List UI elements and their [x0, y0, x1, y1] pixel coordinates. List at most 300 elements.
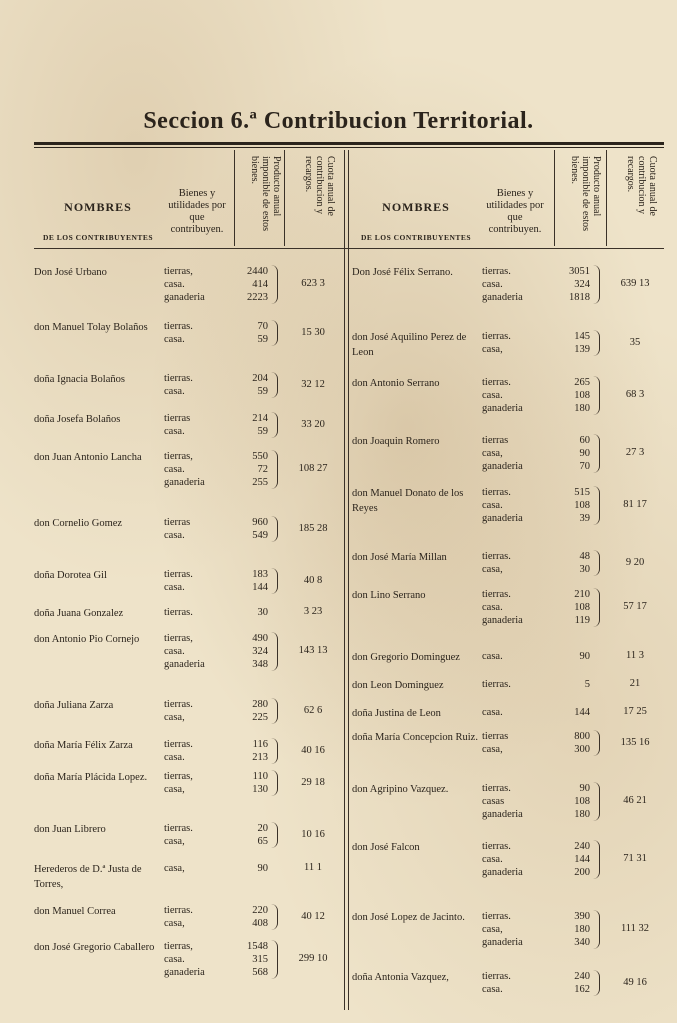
property-type: tierras, [164, 451, 193, 462]
property-type: casa. [164, 386, 185, 397]
property-item [162, 450, 282, 463]
annual-quota: 21 [629, 678, 641, 689]
annual-product: 72 [257, 464, 268, 475]
property-item [480, 588, 604, 601]
grouping-brace [593, 970, 600, 996]
property-type: ganaderia [482, 461, 523, 472]
property-type: casa, [482, 448, 503, 459]
taxpayer-name: don Antonio Pio Cornejo [34, 634, 140, 645]
annual-quota: 11 1 [304, 862, 322, 873]
taxpayer-name: doña Justina de Leon [352, 708, 441, 719]
column-divider [344, 150, 345, 1010]
annual-product: 90 [579, 651, 590, 662]
property-item [480, 983, 604, 996]
bienes-header: Bienes y utilidades por que contribuyen. [486, 188, 544, 235]
property-type: tierras [482, 435, 509, 446]
property-items [162, 862, 282, 875]
annual-product: 59 [257, 334, 268, 345]
property-type: casa. [164, 582, 185, 593]
annual-product: 144 [574, 854, 590, 865]
annual-product: 139 [574, 344, 590, 355]
property-type: casa. [164, 530, 185, 541]
property-type: ganaderia [164, 477, 205, 488]
property-item [162, 581, 282, 594]
grouping-brace [271, 372, 278, 398]
property-type: ganaderia [482, 292, 523, 303]
property-type: tierras. [164, 373, 193, 384]
property-type: tierras. [482, 331, 511, 342]
property-item [162, 658, 282, 671]
property-type: casa. [482, 500, 503, 511]
grouping-brace [593, 265, 600, 304]
property-item [162, 632, 282, 645]
property-items [162, 632, 282, 671]
header-divider [234, 150, 235, 246]
property-type: casa. [482, 707, 503, 718]
annual-product: 390 [574, 911, 590, 922]
annual-product: 240 [574, 971, 590, 982]
grouping-brace [593, 486, 600, 525]
annual-quota: 111 32 [620, 923, 650, 934]
property-type: ganaderia [482, 513, 523, 524]
grouping-brace [271, 568, 278, 594]
annual-product: 515 [574, 487, 590, 498]
bienes-header: Bienes y utilidades por que contribuyen. [168, 188, 226, 235]
annual-product: 265 [574, 377, 590, 388]
property-type: tierras, [164, 266, 193, 277]
annual-product: 1818 [569, 292, 590, 303]
annual-product: 180 [574, 403, 590, 414]
property-item [480, 376, 604, 389]
property-item [162, 862, 282, 875]
taxpayer-name: don Lino Serrano [352, 590, 426, 601]
property-type: tierras. [482, 679, 511, 690]
property-type: casas [482, 796, 505, 807]
annual-quota: 40 12 [301, 910, 325, 922]
property-type: casa. [482, 390, 503, 401]
property-items [480, 910, 604, 949]
property-item [480, 853, 604, 866]
annual-product: 108 [574, 602, 590, 613]
property-type: ganaderia [164, 292, 205, 303]
taxpayer-name: Don José Urbano [34, 267, 107, 278]
property-item [480, 795, 604, 808]
left-column [34, 150, 342, 1010]
property-item [162, 698, 282, 711]
grouping-brace [271, 738, 278, 764]
property-items [480, 650, 604, 663]
grouping-brace [271, 904, 278, 930]
property-type: ganaderia [482, 403, 523, 414]
property-item [480, 706, 604, 719]
taxpayer-name: don Juan Antonio Lancha [34, 452, 142, 463]
annual-product: 60 [579, 435, 590, 446]
annual-product: 225 [252, 712, 268, 723]
property-type: casa. [482, 651, 503, 662]
property-type: casa, [164, 863, 185, 874]
column-header [34, 150, 342, 246]
grouping-brace [271, 770, 278, 796]
annual-product: 130 [252, 784, 268, 795]
annual-product: 65 [257, 836, 268, 847]
property-type: tierras. [482, 971, 511, 982]
property-item [162, 966, 282, 979]
property-items [480, 840, 604, 879]
annual-quota: 71 31 [623, 853, 647, 864]
property-type: casa. [164, 954, 185, 965]
annual-product: 90 [579, 448, 590, 459]
property-item [162, 917, 282, 930]
annual-product: 39 [579, 513, 590, 524]
property-item [162, 783, 282, 796]
annual-quota: 639 13 [620, 278, 650, 289]
property-type: tierras. [482, 783, 511, 794]
property-item [162, 278, 282, 291]
taxpayer-name: don Agripino Vazquez. [352, 784, 449, 795]
property-items [480, 434, 604, 473]
property-item [480, 840, 604, 853]
property-type: casa, [164, 836, 185, 847]
taxpayer-name: doña Antonia Vazquez, [352, 972, 449, 983]
annual-quota: 29 18 [301, 776, 325, 788]
grouping-brace [593, 330, 600, 356]
column-divider [348, 150, 349, 1010]
grouping-brace [593, 730, 600, 756]
property-type: ganaderia [482, 867, 523, 878]
annual-product: 255 [252, 477, 268, 488]
property-item [480, 923, 604, 936]
grouping-brace [271, 632, 278, 671]
property-items [480, 970, 604, 996]
property-item [480, 402, 604, 415]
annual-product: 960 [252, 517, 268, 528]
property-type: tierras. [164, 607, 193, 618]
property-item [162, 738, 282, 751]
taxpayer-name: Herederos de D.ª Justa de Torres, [34, 864, 142, 890]
annual-quota: 49 16 [623, 976, 647, 988]
property-item [162, 476, 282, 489]
property-type: ganaderia [482, 809, 523, 820]
annual-product: 116 [252, 739, 268, 750]
annual-product: 568 [252, 967, 268, 978]
property-type: casa, [482, 344, 503, 355]
taxpayer-name: doña Juliana Zarza [34, 700, 114, 711]
property-item [480, 486, 604, 499]
property-items [480, 486, 604, 525]
property-type: tierras. [164, 739, 193, 750]
annual-product: 119 [574, 615, 590, 626]
grouping-brace [271, 516, 278, 542]
property-item [162, 770, 282, 783]
annual-product: 3051 [569, 266, 590, 277]
property-type: tierras, [164, 633, 193, 644]
property-item [162, 320, 282, 333]
property-item [480, 330, 604, 343]
property-type: casa. [164, 752, 185, 763]
grouping-brace [593, 550, 600, 576]
grouping-brace [271, 698, 278, 724]
annual-product: 490 [252, 633, 268, 644]
grouping-brace [593, 376, 600, 415]
property-items [162, 516, 282, 542]
property-item [480, 291, 604, 304]
property-item [480, 512, 604, 525]
annual-product: 408 [252, 918, 268, 929]
annual-product: 20 [257, 823, 268, 834]
annual-product: 414 [252, 279, 268, 290]
annual-product: 59 [257, 426, 268, 437]
column-header [352, 150, 664, 246]
property-item [162, 425, 282, 438]
annual-product: 145 [574, 331, 590, 342]
annual-quota: 40 8 [303, 574, 323, 586]
taxpayer-name: don Cornelio Gomez [34, 518, 123, 529]
annual-quota: 3 23 [303, 606, 323, 617]
property-items [162, 568, 282, 594]
property-item [480, 550, 604, 563]
property-item [480, 265, 604, 278]
property-items [162, 320, 282, 346]
annual-product: 549 [252, 530, 268, 541]
property-type: casa. [482, 984, 503, 995]
annual-quota: 15 30 [301, 326, 325, 338]
taxpayer-name: doña Dorotea Gil [34, 570, 107, 581]
annual-product: 300 [574, 744, 590, 755]
property-item [162, 412, 282, 425]
annual-product: 348 [252, 659, 268, 670]
taxpayer-name: don Manuel Correa [34, 906, 116, 917]
taxpayer-name: Don José Félix Serrano. [352, 267, 453, 278]
header-divider [284, 150, 285, 246]
property-item [162, 940, 282, 953]
grouping-brace [593, 782, 600, 821]
annual-product: 2440 [247, 266, 268, 277]
annual-product: 315 [252, 954, 268, 965]
property-item [162, 822, 282, 835]
property-type: casa. [482, 279, 503, 290]
annual-quota: 10 16 [301, 828, 325, 840]
grouping-brace [271, 412, 278, 438]
annual-product: 2223 [247, 292, 268, 303]
annual-product: 144 [252, 582, 268, 593]
property-item [480, 601, 604, 614]
property-type: tierras [482, 731, 509, 742]
property-items [162, 698, 282, 724]
annual-product: 324 [252, 646, 268, 657]
taxpayer-name: don José Lopez de Jacinto. [352, 912, 465, 923]
property-items [480, 265, 604, 304]
property-item [162, 463, 282, 476]
property-items [480, 376, 604, 415]
taxpayer-name: don Juan Librero [34, 824, 106, 835]
annual-product: 162 [574, 984, 590, 995]
property-items [162, 372, 282, 398]
annual-quota: 68 3 [625, 389, 645, 400]
annual-product: 204 [252, 373, 268, 384]
property-item [162, 333, 282, 346]
names-header [34, 200, 162, 242]
taxpayer-name: doña Ignacia Bolaños [34, 374, 125, 385]
property-item [480, 910, 604, 923]
grouping-brace [593, 588, 600, 627]
property-type: casa. [164, 279, 185, 290]
property-item [480, 278, 604, 291]
taxpayer-name: don Joaquin Romero [352, 436, 440, 447]
taxpayer-name: don José Gregorio Caballero [34, 942, 155, 953]
annual-product: 180 [574, 809, 590, 820]
property-type: tierras. [164, 905, 193, 916]
property-item [480, 730, 604, 743]
annual-quota: 32 12 [301, 378, 325, 390]
property-item [480, 389, 604, 402]
nombres-label: NOMBRES [64, 200, 132, 214]
annual-product: 108 [574, 500, 590, 511]
property-item [480, 650, 604, 663]
taxpayer-name: don Manuel Donato de los Reyes [352, 488, 464, 514]
property-item [480, 563, 604, 576]
property-item [162, 835, 282, 848]
annual-quota: 81 17 [623, 499, 647, 510]
property-type: tierras [164, 517, 191, 528]
right-column [352, 150, 664, 1010]
property-items [162, 412, 282, 438]
property-item [480, 808, 604, 821]
property-type: casa. [482, 854, 503, 865]
property-item [162, 953, 282, 966]
annual-product: 240 [574, 841, 590, 852]
property-items [162, 770, 282, 796]
property-items [480, 678, 604, 691]
annual-quota: 57 17 [623, 601, 647, 612]
property-type: tierras. [482, 377, 511, 388]
annual-product: 90 [579, 783, 590, 794]
taxpayer-name: doña María Plácida Lopez. [34, 772, 148, 783]
property-items [162, 822, 282, 848]
property-item [162, 372, 282, 385]
property-item [480, 343, 604, 356]
producto-header: Producto anual imponible de estos bienes. [569, 156, 602, 231]
annual-quota: 40 16 [301, 744, 325, 756]
names-header [352, 200, 480, 242]
property-type: ganaderia [482, 937, 523, 948]
producto-header: Producto anual imponible de estos bienes. [249, 156, 282, 231]
annual-quota: 9 20 [625, 556, 645, 568]
annual-quota: 11 3 [626, 650, 644, 661]
property-item [480, 460, 604, 473]
annual-quota: 35 [629, 336, 641, 348]
property-items [162, 606, 282, 619]
annual-quota: 135 16 [620, 736, 650, 748]
property-item [162, 751, 282, 764]
property-type: tierras. [482, 487, 511, 498]
property-items [480, 588, 604, 627]
annual-product: 90 [257, 863, 268, 874]
property-item [480, 743, 604, 756]
grouping-brace [271, 940, 278, 979]
annual-quota: 143 13 [298, 645, 328, 656]
property-type: casa, [482, 744, 503, 755]
property-item [162, 645, 282, 658]
cuota-header: Cuota anual de contribucion y recargos. [303, 156, 336, 216]
property-item [480, 499, 604, 512]
property-type: tierras. [482, 589, 511, 600]
property-items [162, 450, 282, 489]
annual-quota: 623 3 [301, 278, 325, 289]
annual-product: 550 [252, 451, 268, 462]
property-type: tierras, [164, 771, 193, 782]
contribuyentes-label: DE LOS CONTRIBUYENTES [42, 233, 154, 242]
taxpayer-name: doña Josefa Bolaños [34, 414, 121, 425]
annual-product: 183 [252, 569, 268, 580]
annual-product: 800 [574, 731, 590, 742]
property-item [480, 434, 604, 447]
nombres-label: NOMBRES [382, 200, 450, 214]
property-type: ganaderia [164, 659, 205, 670]
property-type: tierras. [164, 699, 193, 710]
annual-quota: 299 10 [298, 953, 328, 964]
property-type: tierras. [482, 911, 511, 922]
annual-product: 144 [574, 707, 590, 718]
property-items [162, 940, 282, 979]
annual-product: 200 [574, 867, 590, 878]
annual-product: 214 [252, 413, 268, 424]
property-type: casa, [482, 924, 503, 935]
annual-product: 70 [579, 461, 590, 472]
grouping-brace [271, 320, 278, 346]
property-type: tierras. [164, 823, 193, 834]
taxpayer-name: don José Aquilino Perez de Leon [352, 332, 467, 358]
annual-quota: 62 6 [303, 704, 323, 716]
grouping-brace [271, 450, 278, 489]
property-type: casa, [164, 712, 185, 723]
property-item [480, 782, 604, 795]
property-item [480, 970, 604, 983]
grouping-brace [271, 822, 278, 848]
property-items [480, 706, 604, 719]
annual-quota: 185 28 [298, 522, 328, 534]
property-type: tierras. [164, 321, 193, 332]
property-item [480, 614, 604, 627]
grouping-brace [593, 434, 600, 473]
property-type: ganaderia [164, 967, 205, 978]
property-item [162, 385, 282, 398]
annual-quota: 108 27 [298, 463, 328, 474]
property-item [480, 447, 604, 460]
annual-product: 110 [252, 771, 268, 782]
property-type: casa. [164, 334, 185, 345]
taxpayer-name: doña María Concepcion Ruiz. [352, 732, 478, 743]
property-item [162, 516, 282, 529]
taxpayer-name: doña Juana Gonzalez [34, 608, 124, 619]
annual-quota: 17 25 [623, 706, 647, 717]
annual-product: 108 [574, 390, 590, 401]
annual-product: 30 [257, 607, 268, 618]
grouping-brace [271, 265, 278, 304]
title-rule [34, 142, 664, 145]
annual-quota: 27 3 [625, 447, 645, 458]
annual-product: 5 [584, 679, 590, 690]
property-type: casa, [164, 918, 185, 929]
property-type: tierras. [482, 551, 511, 562]
annual-quota: 46 21 [623, 795, 647, 806]
annual-product: 59 [257, 386, 268, 397]
taxpayer-name: don Gregorio Dominguez [352, 652, 460, 663]
property-items [162, 738, 282, 764]
property-item [162, 291, 282, 304]
annual-product: 280 [252, 699, 268, 710]
annual-product: 108 [574, 796, 590, 807]
annual-product: 180 [574, 924, 590, 935]
